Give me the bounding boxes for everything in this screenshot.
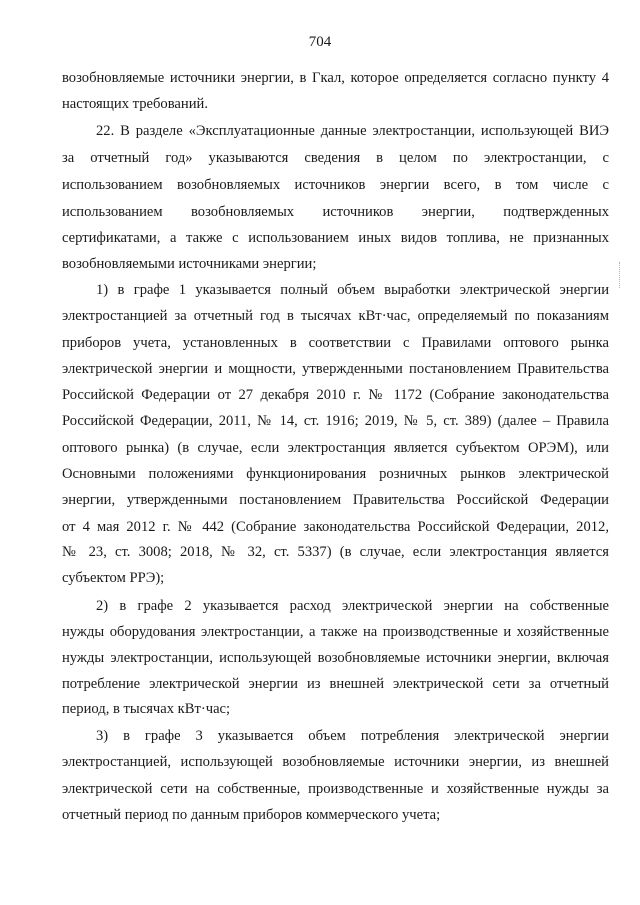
page-number: 704 bbox=[308, 34, 332, 50]
scan-artifact-mark bbox=[619, 262, 622, 288]
text-line: электрической энергии и мощности, утвержденными постановлением Правительства bbox=[62, 361, 609, 377]
paragraph-22-first-line: 22. В разделе «Эксплуатационные данные электростанции, использующей ВИЭ bbox=[96, 123, 609, 139]
text-line: использованием возобновляемых источников энергии всего, в том числе с bbox=[62, 177, 609, 193]
text-line: Российской Федерации, 2011, № 14, ст. 1916; 2019, № 5, ст. 389) (далее – Правила bbox=[62, 413, 609, 429]
text-line: период, в тысячах кВт·час; bbox=[62, 701, 231, 717]
text-line: потребление электрической энергии из внешней электрической сети за отчетный bbox=[62, 676, 609, 692]
text-line: электрической сети на собственные, производственные и хозяйственные нужды за bbox=[62, 781, 609, 797]
text-line: нужды электростанции, использующей возобновляемые источники энергии, включая bbox=[62, 650, 609, 666]
text-line: нужды оборудования электростанции, а также на производственные и хозяйственные bbox=[62, 624, 609, 640]
text-line: настоящих требований. bbox=[62, 96, 208, 112]
text-line: от 4 мая 2012 г. № 442 (Собрание законодательства Российской Федерации, 2012, bbox=[62, 519, 609, 535]
text-line: сертификатами, а также с использованием иных видов топлива, не признанных bbox=[62, 230, 609, 246]
text-line: приборов учета, установленных в соответствии с Правилами оптового рынка bbox=[62, 335, 609, 351]
text-line: электростанцией, использующей возобновляемые источники энергии, из внешней bbox=[62, 754, 609, 770]
text-line: отчетный период по данным приборов коммерческого учета; bbox=[62, 807, 441, 823]
item-3-first-line: 3) в графе 3 указывается объем потребления электрической энергии bbox=[96, 728, 609, 744]
item-2-first-line: 2) в графе 2 указывается расход электрической энергии на собственные bbox=[96, 598, 609, 614]
text-line: использованием возобновляемых источников энергии, подтвержденных bbox=[62, 204, 609, 220]
text-line: оптового рынка) (в случае, если электростанция является субъектом ОРЭМ), или bbox=[62, 440, 609, 456]
text-line: № 23, ст. 3008; 2018, № 32, ст. 5337) (в случае, если электростанция является bbox=[62, 544, 609, 560]
text-line: возобновляемые источники энергии, в Гкал, которое определяется согласно пункту 4 bbox=[62, 70, 609, 86]
text-line: возобновляемыми источниками энергии; bbox=[62, 256, 317, 272]
item-1-first-line: 1) в графе 1 указывается полный объем выработки электрической энергии bbox=[96, 282, 609, 298]
text-line: субъектом РРЭ); bbox=[62, 570, 165, 586]
text-line: Основными положениями функционирования розничных рынков электрической bbox=[62, 466, 609, 482]
text-line: электростанцией за отчетный год в тысячах кВт·час, определяемый по показаниям bbox=[62, 308, 609, 324]
text-line: энергии, утвержденными постановлением Правительства Российской Федерации bbox=[62, 492, 609, 508]
text-line: Российской Федерации от 27 декабря 2010 г. № 1172 (Собрание законодательства bbox=[62, 387, 609, 403]
text-line: за отчетный год» указываются сведения в целом по электростанции, с bbox=[62, 150, 609, 166]
